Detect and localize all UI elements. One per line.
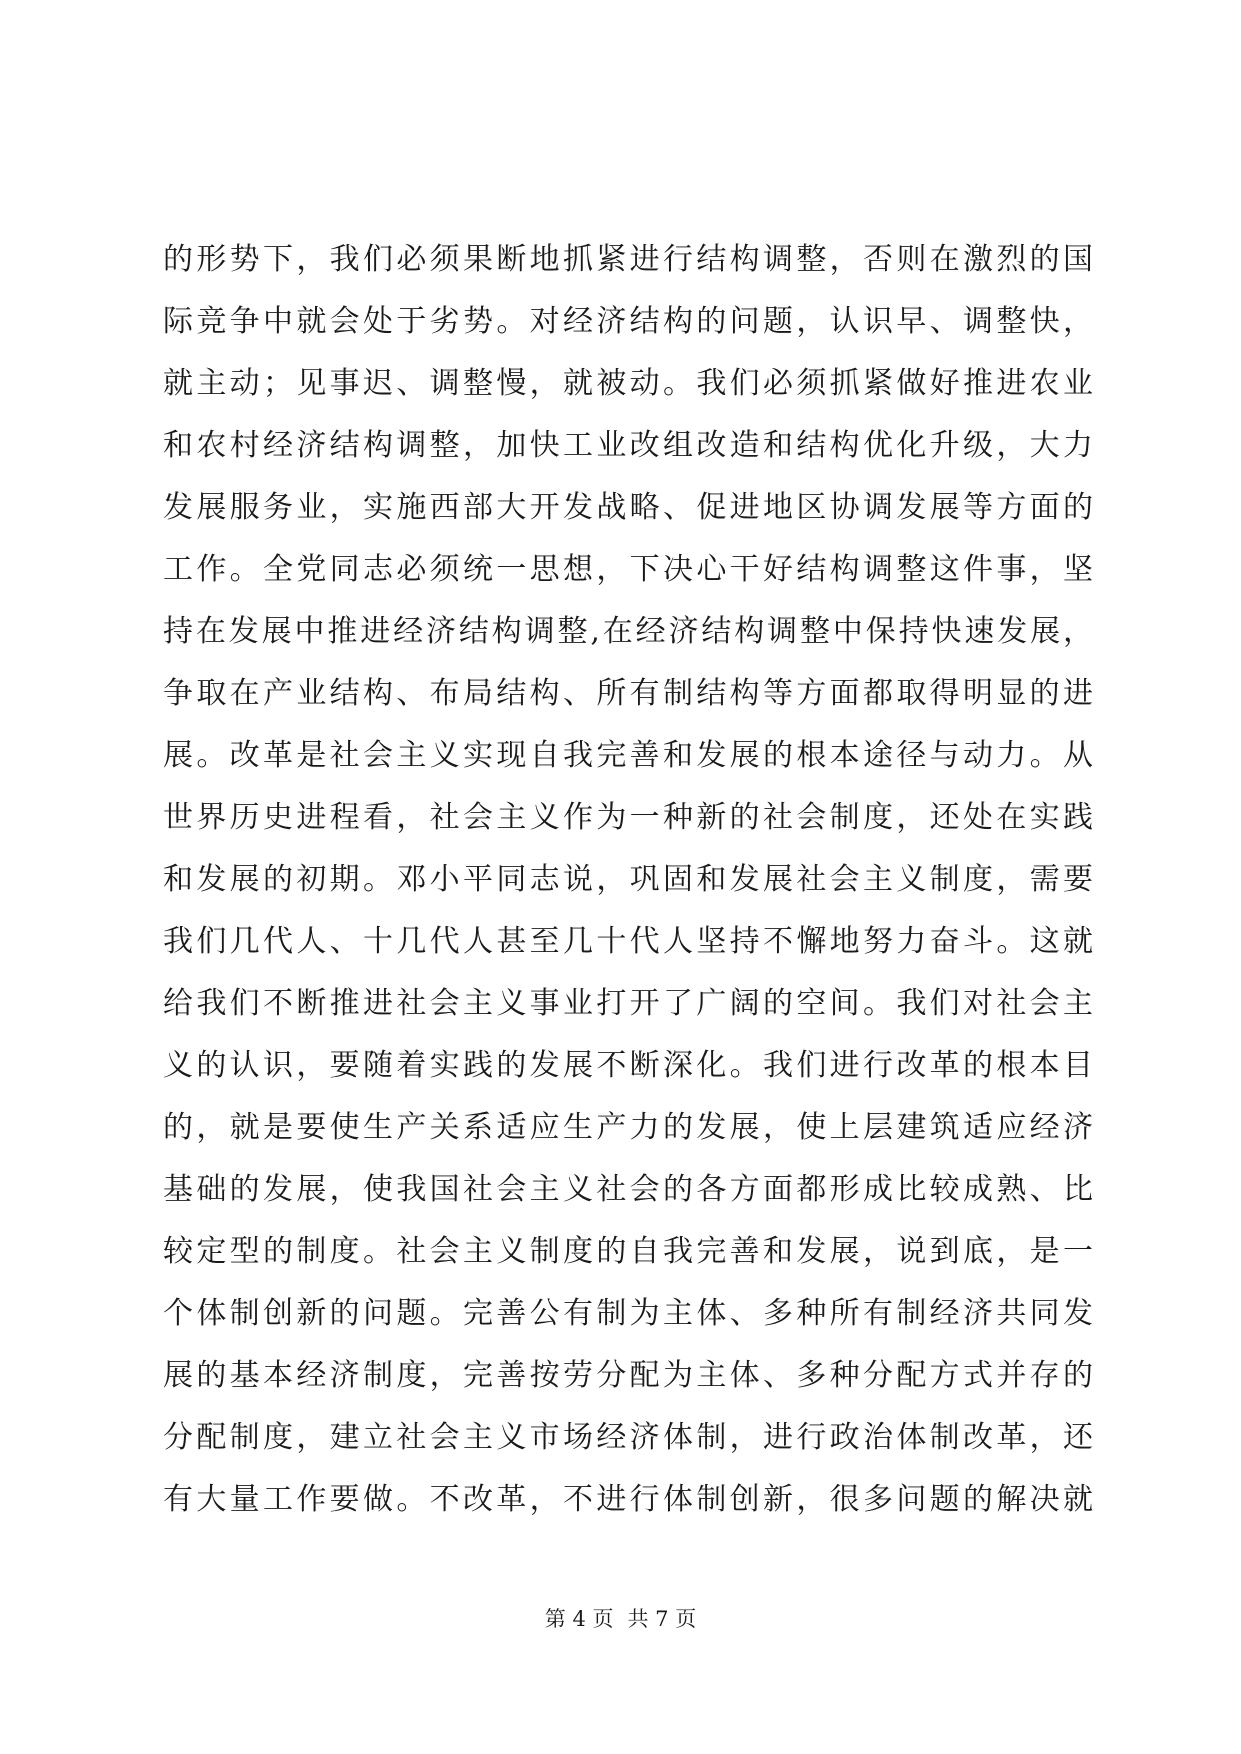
text-line: 和农村经济结构调整，加快工业改组改造和结构优化升级，大力 — [163, 428, 1093, 463]
body-text — [163, 229, 1093, 1531]
page-footer — [0, 1604, 1241, 1634]
text-line: 给我们不断推进社会主义事业打开了广阔的空间。我们对社会主 — [163, 986, 1093, 1021]
text-line: 展的基本经济制度，完善按劳分配为主体、多种分配方式并存的 — [163, 1358, 1093, 1393]
text-line: 分配制度，建立社会主义市场经济体制，进行政治体制改革，还 — [163, 1420, 1093, 1455]
text-line: 个体制创新的问题。完善公有制为主体、多种所有制经济共同发 — [163, 1296, 1093, 1331]
text-line: 世界历史进程看，社会主义作为一种新的社会制度，还处在实践 — [163, 800, 1093, 835]
text-line: 争取在产业结构、布局结构、所有制结构等方面都取得明显的进 — [163, 676, 1093, 711]
text-line: 持在发展中推进经济结构调整,在经济结构调整中保持快速发展， — [163, 614, 1093, 649]
text-line: 义的认识，要随着实践的发展不断深化。我们进行改革的根本目 — [163, 1048, 1093, 1083]
text-line: 展。改革是社会主义实现自我完善和发展的根本途径与动力。从 — [163, 738, 1093, 773]
text-line: 我们几代人、十几代人甚至几十代人坚持不懈地努力奋斗。这就 — [163, 924, 1093, 959]
text-line: 工作。全党同志必须统一思想，下决心干好结构调整这件事，坚 — [163, 552, 1093, 587]
text-line: 的形势下，我们必须果断地抓紧进行结构调整，否则在激烈的国 — [163, 242, 1093, 277]
text-line: 际竞争中就会处于劣势。对经济结构的问题，认识早、调整快， — [163, 304, 1093, 339]
text-line: 有大量工作要做。不改革，不进行体制创新，很多问题的解决就 — [163, 1482, 1093, 1517]
text-line: 和发展的初期。邓小平同志说，巩固和发展社会主义制度，需要 — [163, 862, 1093, 897]
page-number: 第 4 页 — [544, 1607, 614, 1631]
text-line: 基础的发展，使我国社会主义社会的各方面都形成比较成熟、比 — [163, 1172, 1093, 1207]
page-total: 共 7 页 — [627, 1607, 697, 1631]
text-line: 发展服务业，实施西部大开发战略、促进地区协调发展等方面的 — [163, 490, 1093, 525]
text-line: 的，就是要使生产关系适应生产力的发展，使上层建筑适应经济 — [163, 1110, 1093, 1145]
text-line: 就主动；见事迟、调整慢，就被动。我们必须抓紧做好推进农业 — [163, 366, 1093, 401]
text-line: 较定型的制度。社会主义制度的自我完善和发展，说到底，是一 — [163, 1234, 1093, 1269]
